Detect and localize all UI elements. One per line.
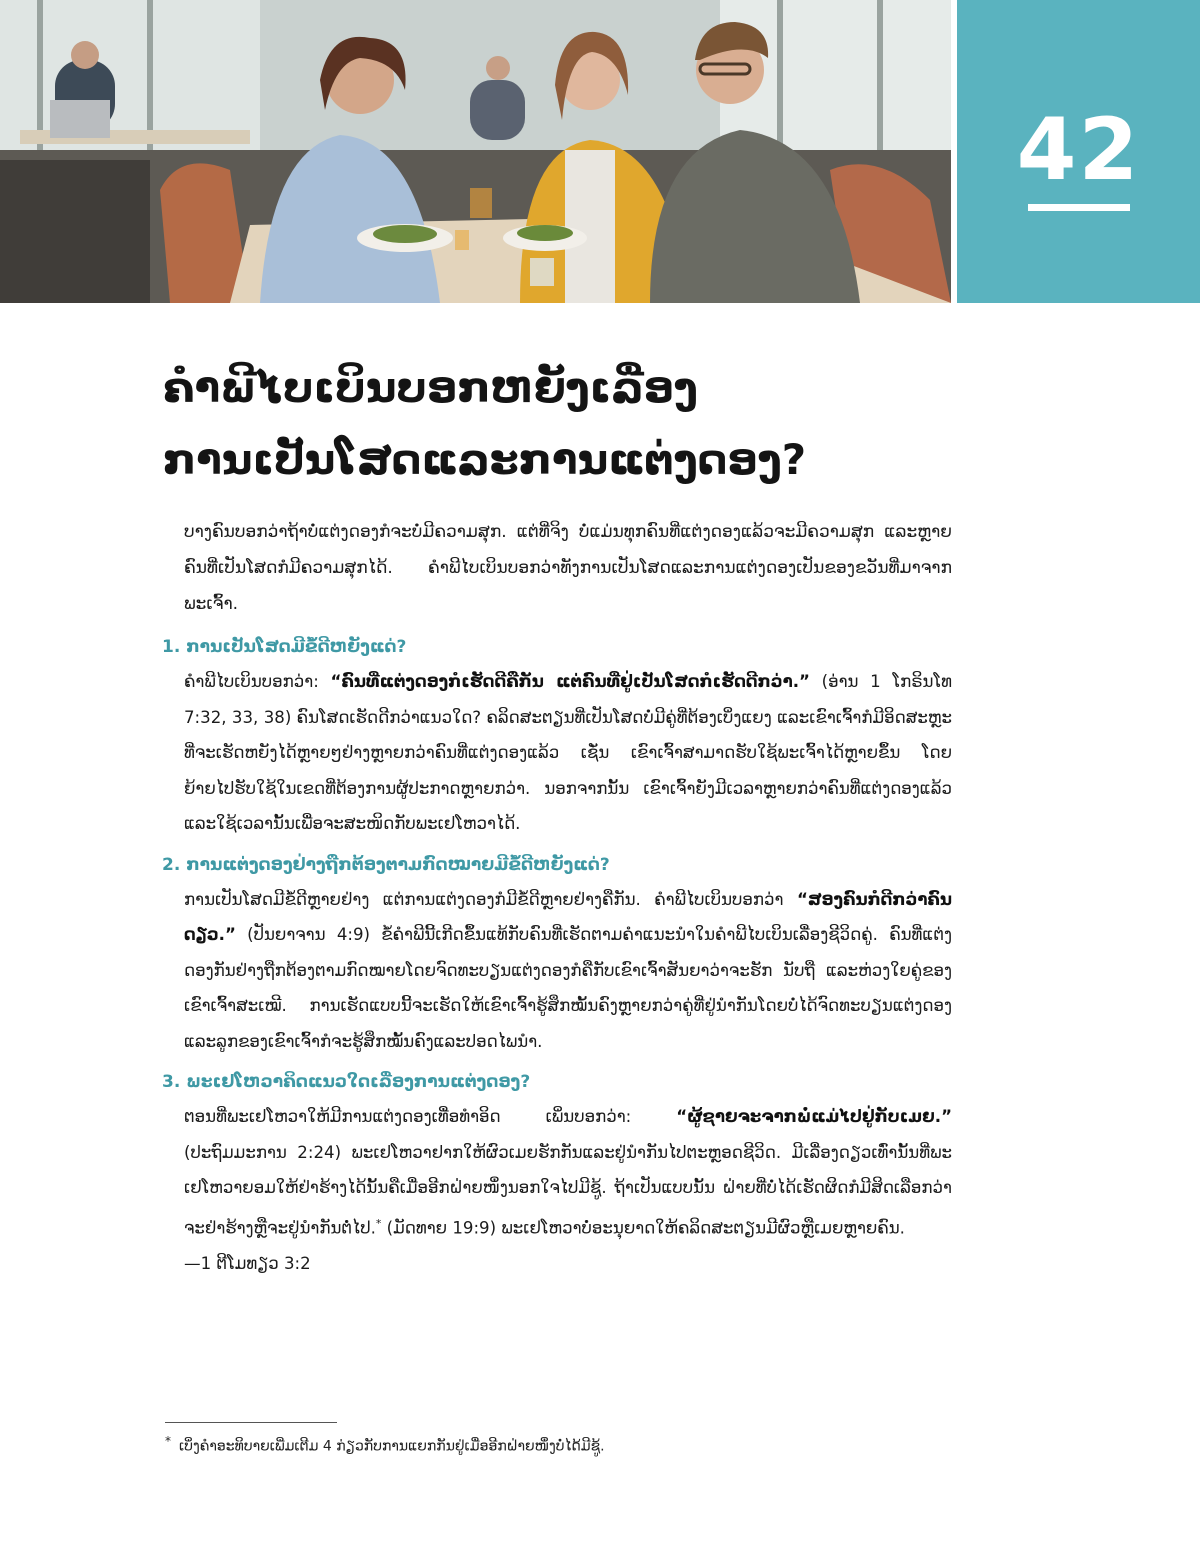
section-1-lead: ຄຳພີໄບເບິນບອກວ່າ: (184, 672, 331, 691)
section-3 (162, 1065, 952, 1281)
page-title-line-1: ຄຳພີໄບເບິນບອກຫຍັງເລື່ອງ (163, 363, 698, 412)
section-2-heading: 2. ການແຕ່ງດອງຢ່າງຖືກຕ້ອງຕາມກົດໝາຍມີຂໍ້ດີຫຍັງແດ່? (162, 854, 610, 875)
section-1-text: (ອ່ານ 1 ໂກຣິນໂທ 7:32, 33, 38) ຄົນໂສດເຮັດດີກວ່າແນວໃດ? ຄລິດສະຕຽນທີ່ເປັນໂສດບໍ່ມີຄູ່ທີ່ຕ້ອງເບິ່ງແຍງ ແລະເຂົາເຈົ້າກໍມີອິດສະຫຼະທີ່ຈະເຮັດຫຍັງໄດ້ຫຼາຍໆຢ່າງຫຼາຍກວ່າຄົນທີ່ແຕ່ງດອງແລ້ວ ເຊັ່ນ ເຂົາເຈົ້າສາມາດຮັບໃຊ້ພະເຈົ້າໄດ້ຫຼາຍຂຶ້ນ ໂດຍຍ້າຍໄປຮັບໃຊ້ໃນເຂດທີ່ຕ້ອງການຜູ້ປະກາດຫຼາຍກວ່າ. ນອກຈາກນັ້ນ ເຂົາເຈົ້າຍັງມີເວລາຫຼາຍກວ່າຄົນທີ່ແຕ່ງດອງແລ້ວ ແລະໃຊ້ເວລານັ້ນເພື່ອຈະສະໜິດກັບພະເຢໂຫວາໄດ້. (184, 672, 952, 833)
intro-paragraph: ບາງຄົນບອກວ່າຖ້າບໍ່ແຕ່ງດອງກໍຈະບໍ່ມີຄວາມສຸກ. ແຕ່ທີ່ຈິງ ບໍ່ແມ່ນທຸກຄົນທີ່ແຕ່ງດອງແລ້ວຈະມີຄວາມສຸກ ແລະຫຼາຍຄົນທີ່ເປັນໂສດກໍມີຄວາມສຸກໄດ້. ຄຳພີໄບເບິນບອກວ່າທັງການເປັນໂສດແລະການແຕ່ງດອງເປັນຂອງຂວັນທີ່ມາຈາກພະເຈົ້າ. (184, 522, 952, 614)
page-title-line-2: ການເປັນໂສດແລະການແຕ່ງດອງ? (163, 435, 807, 484)
section-1-heading: 1. ການເປັນໂສດມີຂໍ້ດີຫຍັງແດ່? (162, 637, 407, 657)
lesson-content (162, 514, 952, 1287)
section-3-heading: 3. ພະເຢໂຫວາຄິດແນວໃດເລື່ອງການແຕ່ງດອງ? (162, 1072, 531, 1092)
section-2-quote: “ສອງຄົນກໍດີກວ່າຄົນດຽວ.” (184, 889, 952, 944)
section-3-quote: “ຜູ້ຊາຍຈະຈາກພໍ່ແມ່ໄປຢູ່ກັບເມຍ.” (676, 1107, 952, 1126)
section-2-body (162, 882, 952, 1060)
footnote-divider (165, 1422, 337, 1423)
section-1-body (162, 664, 952, 842)
lesson-number: 42 (1016, 100, 1141, 200)
footnote-mark: * (165, 1434, 171, 1448)
footnote-reference-mark[interactable]: * (375, 1216, 382, 1230)
section-1 (162, 630, 952, 842)
section-3-text: (ປະຖົມມະການ 2:24) ພະເຢໂຫວາຢາກໃຫ້ຜົວເມຍຮັກກັນແລະຢູ່ນຳກັນໄປຕະຫຼອດຊີວິດ. ມີເລື່ອງດຽວເທົ່ານັ້ນທີ່ພະເຢໂຫວາຍອມໃຫ້ຢ່າຮ້າງໄດ້ນັ້ນຄືເມື່ອອີກຝ່າຍໜຶ່ງນອກໃຈໄປມີຊູ້. ຖ້າເປັນແບບນັ້ນ ຝ່າຍທີ່ບໍ່ໄດ້ເຮັດຜິດກໍມີສິດເລືອກວ່າຈະຢ່າຮ້າງຫຼືຈະຢູ່ນຳກັນຕໍ່ໄປ. (184, 1142, 952, 1238)
section-2 (162, 848, 952, 1060)
lesson-number-panel (957, 0, 1200, 303)
section-3-text-after: (ມັດທາຍ 19:9) ພະເຢໂຫວາບໍ່ອະນຸຍາດໃຫ້ຄລິດສະຕຽນມີຜົວຫຼືເມຍຫຼາຍຄົນ. (381, 1218, 905, 1238)
section-1-quote: “ຄົນທີ່ແຕ່ງດອງກໍເຮັດດີຄືກັນ ແຕ່ຄົນທີ່ຢູ່ເປັນໂສດກໍເຮັດດີກວ່າ.” (330, 672, 810, 691)
lesson-number-underline (1028, 204, 1130, 211)
cafe-scene-illustration (0, 0, 951, 303)
section-2-lead: ການເປັນໂສດມີຂໍ້ດີຫຼາຍຢ່າງ ແຕ່ການແຕ່ງດອງກໍມີຂໍ້ດີຫຼາຍຢ່າງຄືກັນ. ຄຳພີໄບເບິນບອກວ່າ (184, 889, 797, 909)
page-title (163, 352, 1123, 496)
section-3-reference: —1 ຕີໂມທຽວ 3:2 (184, 1253, 311, 1273)
footnote-text: ເບິ່ງຄຳອະທິບາຍເພີ່ມເຕີມ 4 ກ່ຽວກັບການແຍກກັນຢູ່ເມື່ອອີກຝ່າຍໜຶ່ງບໍ່ໄດ້ມີຊູ້. (179, 1438, 605, 1455)
footnote (165, 1428, 965, 1460)
section-3-lead: ຕອນທີ່ພະເຢໂຫວາໃຫ້ມີການແຕ່ງດອງເທື່ອທຳອິດ ເພິ່ນບອກວ່າ: (184, 1107, 677, 1126)
header-photo (0, 0, 951, 303)
section-3-body (162, 1099, 952, 1281)
section-2-text: (ປັນຍາຈານ 4:9) ຂໍ້ຄຳພີນີ້ເກີດຂຶ້ນແທ້ກັບຄົນທີ່ເຮັດຕາມຄຳແນະນຳໃນຄຳພີໄບເບິນເລື່ອງຊີວິດຄູ່. ຄົນທີ່ແຕ່ງດອງກັນຢ່າງຖືກຕ້ອງຕາມກົດໝາຍໂດຍຈົດທະບຽນແຕ່ງດອງກໍຄືກັບເຂົາເຈົ້າສັນຍາວ່າຈະຮັກ ນັບຖື ແລະຫ່ວງໃຍຄູ່ຂອງເຂົາເຈົ້າສະເໝີ. ການເຮັດແບບນີ້ຈະເຮັດໃຫ້ເຂົາເຈົ້າຮູ້ສຶກໝັ້ນຄົງຫຼາຍກວ່າຄູ່ທີ່ຢູ່ນຳກັນໂດຍບໍ່ໄດ້ຈົດທະບຽນແຕ່ງດອງ ແລະລູກຂອງເຂົາເຈົ້າກໍຈະຮູ້ສຶກໝັ້ນຄົງແລະປອດໄພນຳ. (184, 925, 952, 1051)
